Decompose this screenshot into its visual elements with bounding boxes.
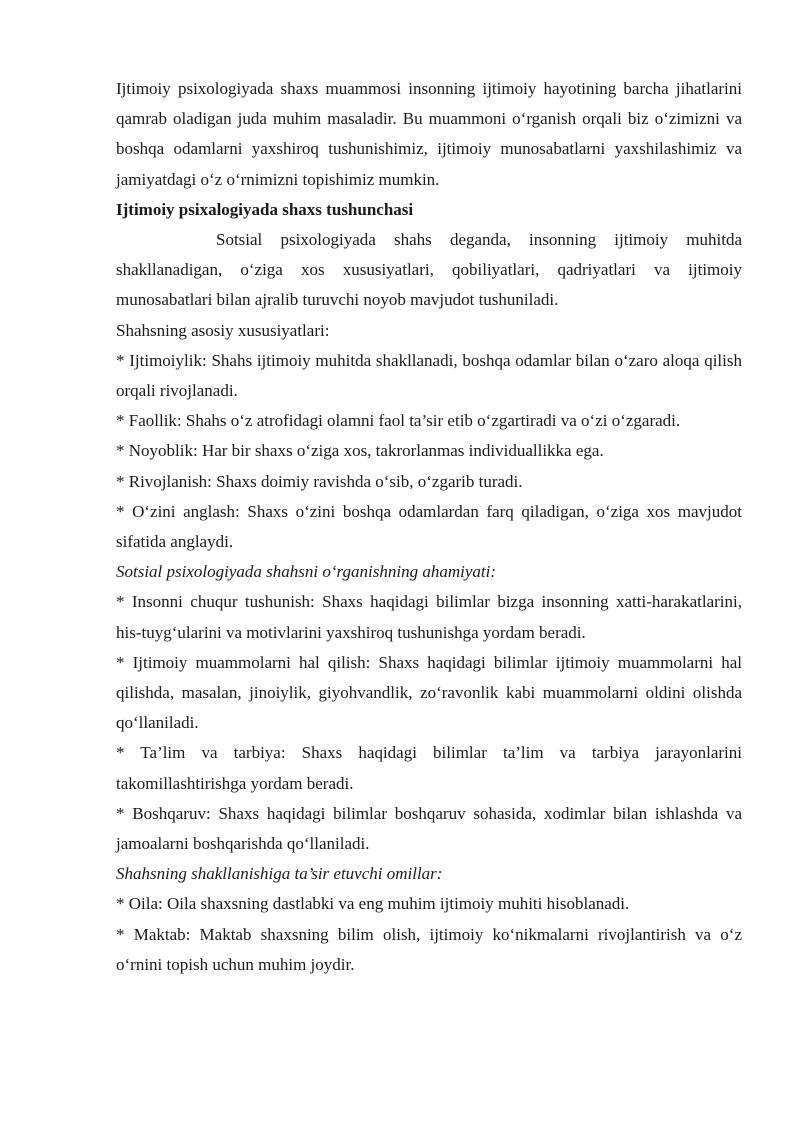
definition-paragraph: Sotsial psixologiyada shahs deganda, insonning ijtimoiy muhitda shakllanadigan, o‘ziga xos xususiyatlari, qobiliyatlari, qadriyatlari va ijtimoiy munosabatlari bilan ajralib turuvchi noyob mavjudot tushuniladi.	[116, 230, 742, 310]
importance-item: * Boshqaruv: Shaxs haqidagi bilimlar boshqaruv sohasida, xodimlar bilan ishlashda va jamoalarni boshqarishda qo‘llaniladi.	[116, 803, 742, 854]
factors-title: Shahsning shakllanishiga ta’sir etuvchi omillar:	[116, 864, 443, 884]
section-heading: Ijtimoiy psixalogiyada shaxs tushunchasi	[116, 199, 414, 219]
importance-item: * Ijtimoiy muammolarni hal qilish: Shaxs haqidagi bilimlar ijtimoiy muammolarni hal qilishda, masalan, jinoiylik, giyohvandlik, zo‘ravonlik kabi muammolarni oldini olishda qo‘llaniladi.	[116, 652, 742, 733]
importance-item: * Insonni chuqur tushunish: Shaxs haqidagi bilimlar bizga insonning xatti-harakatlarini, his-tuyg‘ularini va motivlarini yaxshiroq tushunishga yordam beradi.	[116, 592, 742, 642]
feature-item: * Ijtimoiylik: Shahs ijtimoiy muhitda shakllanadi, boshqa odamlar bilan o‘zaro aloqa qilish orqali rivojlanadi.	[116, 350, 742, 401]
factor-item: * Oila: Oila shaxsning dastlabki va eng muhim ijtimoiy muhiti hisoblanadi.	[116, 894, 630, 914]
feature-item: * Rivojlanish: Shaxs doimiy ravishda o‘sib, o‘zgarib turadi.	[116, 471, 523, 491]
intro-paragraph: Ijtimoiy psixologiyada shaxs muammosi insonning ijtimoiy hayotining barcha jihatlarini qamrab oladigan juda muhim masaladir. Bu muammoni o‘rganish orqali biz o‘zimizni va boshqa odamlarni yaxshiroq tushunishimiz, ijtimoiy munosabatlarni yaxshilashimiz va jamiyatdagi o‘z o‘rnimizni topishimiz mumkin.	[116, 79, 742, 189]
importance-item: * Ta’lim va tarbiya: Shaxs haqidagi bilimlar ta’lim va tarbiya jarayonlarini takomillashtirishga yordam beradi.	[116, 743, 742, 793]
features-title: Shahsning asosiy xususiyatlari:	[116, 320, 330, 340]
document-body	[116, 74, 742, 980]
feature-item: * Faollik: Shahs o‘z atrofidagi olamni faol ta’sir etib o‘zgartiradi va o‘zi o‘zgaradi.	[116, 411, 681, 431]
feature-item: * Noyoblik: Har bir shaxs o‘ziga xos, takrorlanmas individuallikka ega.	[116, 441, 604, 461]
importance-title: Sotsial psixologiyada shahsni o‘rganishning ahamiyati:	[116, 562, 496, 582]
factor-item: * Maktab: Maktab shaxsning bilim olish, ijtimoiy ko‘nikmalarni rivojlantirish va o‘z o‘rnini topish uchun muhim joydir.	[116, 924, 742, 974]
feature-item: * O‘zini anglash: Shaxs o‘zini boshqa odamlardan farq qiladigan, o‘ziga xos mavjudot sifatida anglaydi.	[116, 501, 742, 552]
